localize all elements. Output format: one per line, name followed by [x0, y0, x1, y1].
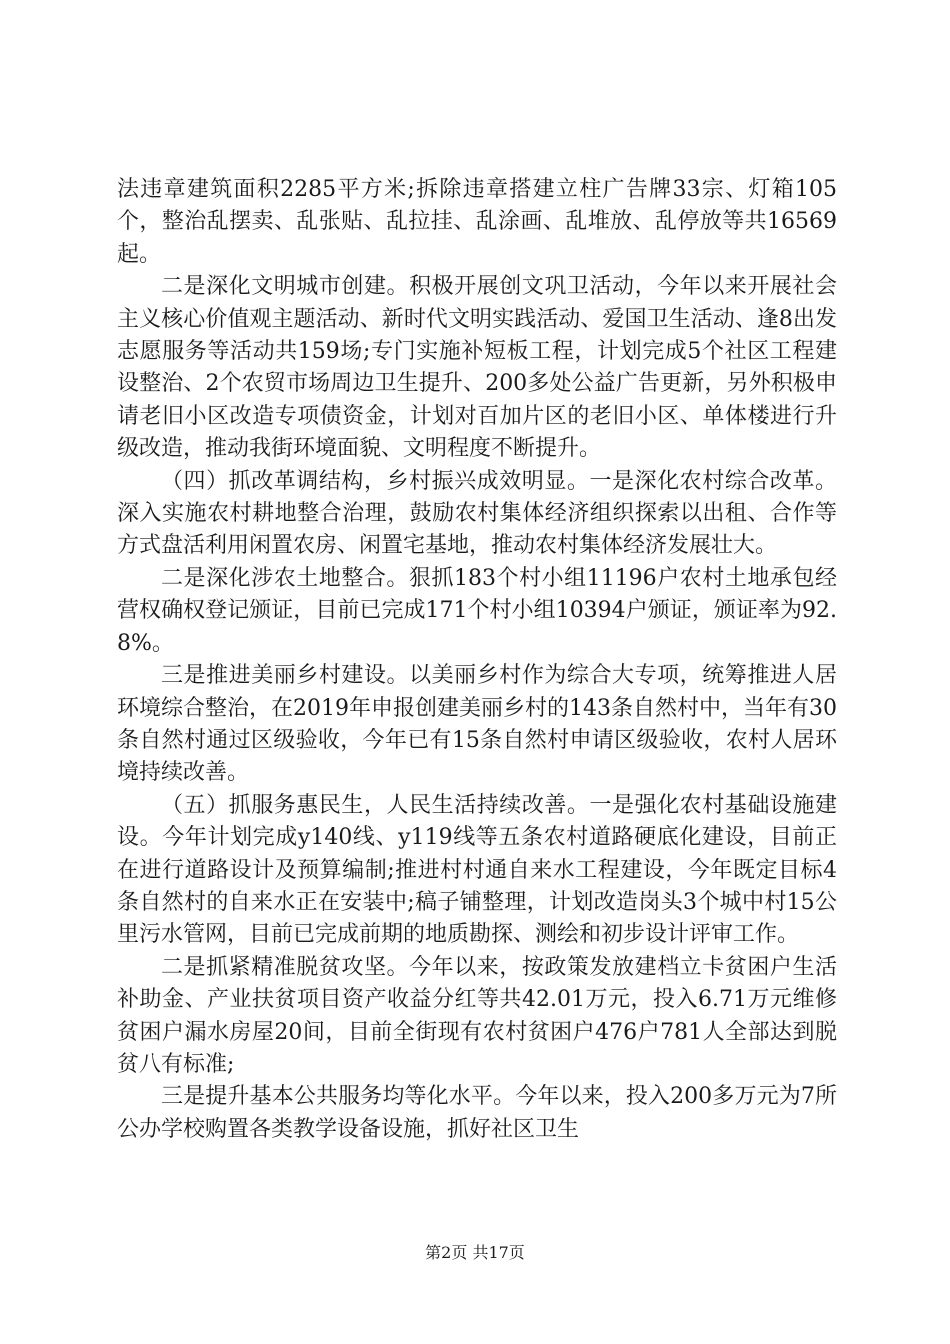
paragraph-7: 二是抓紧精准脱贫攻坚。今年以来，按政策发放建档立卡贫困户生活补助金、产业扶贫项目资产收益分红等共42.01万元，投入6.71万元维修贫困户漏水房屋20间，目前全街现有农村贫困户476户781人全部达到脱贫八有标准;	[117, 954, 837, 1077]
paragraph-6: （五）抓服务惠民生，人民生活持续改善。一是强化农村基础设施建设。今年计划完成y140线、y119线等五条农村道路硬底化建设，目前正在进行道路设计及预算编制;推进村村通自来水工程建设，今年既定目标4条自然村的自来水正在安装中;稿子铺整理，计划改造岗头3个城中村15公里污水管网，目前已完成前期的地质勘探、测绘和初步设计评审工作。	[117, 792, 837, 948]
paragraph-3: （四）抓改革调结构，乡村振兴成效明显。一是深化农村综合改革。深入实施农村耕地整合治理，鼓励农村集体经济组织探索以出租、合作等方式盘活利用闲置农房、闲置宅基地，推动农村集体经济发展壮大。	[117, 468, 837, 559]
document-body	[117, 174, 837, 1146]
paragraph-5: 三是推进美丽乡村建设。以美丽乡村作为综合大专项，统筹推进人居环境综合整治，在2019年申报创建美丽乡村的143条自然村中，当年有30条自然村通过区级验收，今年已有15条自然村申请区级验收，农村人居环境持续改善。	[117, 663, 837, 786]
paragraph-8: 三是提升基本公共服务均等化水平。今年以来，投入200多万元为7所公办学校购置各类教学设备设施，抓好社区卫生	[117, 1084, 837, 1142]
paragraph-4: 二是深化涉农土地整合。狠抓183个村小组11196户农村土地承包经营权确权登记颁证，目前已完成171个村小组10394户颁证，颁证率为92.8%。	[117, 565, 837, 656]
page-footer: 第2页 共17页	[425, 1243, 525, 1262]
paragraph-2: 二是深化文明城市创建。积极开展创文巩卫活动，今年以来开展社会主义核心价值观主题活动、新时代文明实践活动、爱国卫生活动、逢8出发志愿服务等活动共159场;专门实施补短板工程，计划完成5个社区工程建设整治、2个农贸市场周边卫生提升、200多处公益广告更新，另外积极申请老旧小区改造专项债资金，计划对百加片区的老旧小区、单体楼进行升级改造，推动我街环境面貌、文明程度不断提升。	[117, 274, 837, 462]
paragraph-1: 法违章建筑面积2285平方米;拆除违章搭建立柱广告牌33宗、灯箱105个，整治乱摆卖、乱张贴、乱拉挂、乱涂画、乱堆放、乱停放等共16569起。	[117, 177, 837, 267]
